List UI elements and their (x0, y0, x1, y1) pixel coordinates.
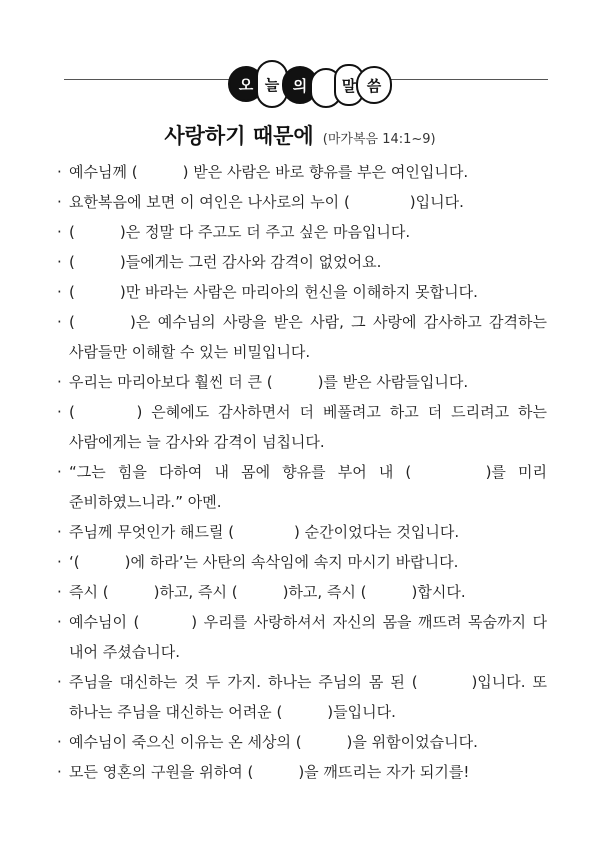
list-item: · 요한복음에 보면 이 여인은 나사로의 누이 ( )입니다. (57, 187, 547, 217)
sermon-title (0, 120, 600, 150)
list-item: · ( )들에게는 그런 감사와 감격이 없었어요. (57, 247, 547, 277)
list-item: · 예수님이 ( ) 우리를 사랑하셔서 자신의 몸을 깨뜨려 목숨까지 다 내어 주셨습니다. (57, 607, 547, 667)
list-item: · 우리는 마리아보다 훨씬 더 큰 ( )를 받은 사람들입니다. (57, 367, 547, 397)
header-rule-left (64, 79, 232, 80)
badge-char-5: 말 (334, 64, 364, 106)
list-item: · ( )만 바라는 사람은 마리아의 헌신을 이해하지 못합니다. (57, 277, 547, 307)
badge-char-2: 늘 (256, 60, 288, 108)
list-item: · ( )은 예수님의 사랑을 받은 사람, 그 사랑에 감사하고 감격하는 사람들만 이해할 수 있는 비밀입니다. (57, 307, 547, 367)
list-item: · ‘( )에 하라’는 사탄의 속삭임에 속지 마시기 바랍니다. (57, 547, 547, 577)
fill-in-list (57, 157, 547, 787)
badge-char-6: 씀 (356, 66, 392, 104)
list-item: · 주님께 무엇인가 해드릴 ( ) 순간이었다는 것입니다. (57, 517, 547, 547)
title-main: 사랑하기 때문에 (164, 124, 314, 148)
list-item: · “그는 힘을 다하여 내 몸에 향유를 부어 내 ( )를 미리 준비하였느니라.” 아멘. (57, 457, 547, 517)
list-item: · 예수님께 ( ) 받은 사람은 바로 향유를 부은 여인입니다. (57, 157, 547, 187)
header-rule-right (388, 79, 548, 80)
list-item: · 모든 영혼의 구원을 위하여 ( )을 깨뜨리는 자가 되기를! (57, 757, 547, 787)
todays-word-badge (228, 54, 392, 108)
list-item: · 즉시 ( )하고, 즉시 ( )하고, 즉시 ( )합시다. (57, 577, 547, 607)
badge-char-3: 의 (282, 66, 318, 104)
list-item: · 예수님이 죽으신 이유는 온 세상의 ( )을 위함이었습니다. (57, 727, 547, 757)
header-banner (0, 50, 600, 114)
list-item: · 주님을 대신하는 것 두 가지. 하나는 주님의 몸 된 ( )입니다. 또 하나는 주님을 대신하는 어려운 ( )들입니다. (57, 667, 547, 727)
title-scripture: (마가복음 14:1~9) (322, 132, 436, 147)
list-item: · ( ) 은혜에도 감사하면서 더 베풀려고 하고 더 드리려고 하는 사람에게는 늘 감사와 감격이 넘칩니다. (57, 397, 547, 457)
badge-char-1: 오 (228, 66, 264, 102)
list-item: · ( )은 정말 다 주고도 더 주고 싶은 마음입니다. (57, 217, 547, 247)
